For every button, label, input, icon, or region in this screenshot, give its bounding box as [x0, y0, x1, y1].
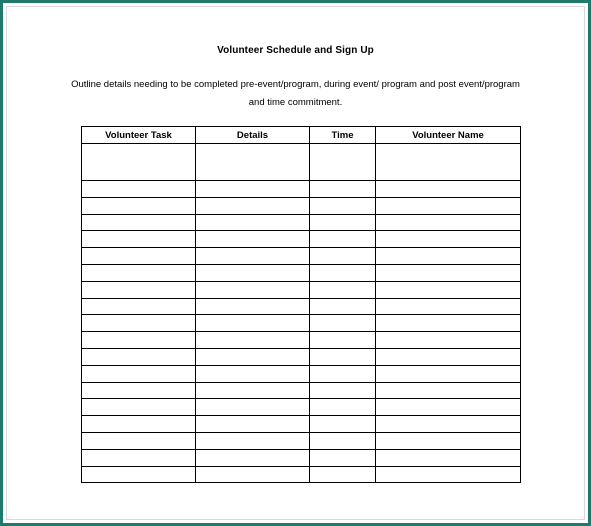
cell-details[interactable] — [196, 449, 310, 466]
cell-time[interactable] — [310, 432, 376, 449]
cell-volunteer-task[interactable] — [82, 348, 196, 365]
header-time: Time — [310, 127, 376, 144]
cell-time[interactable] — [310, 281, 376, 298]
cell-details[interactable] — [196, 214, 310, 231]
cell-volunteer-task[interactable] — [82, 281, 196, 298]
table-row — [82, 399, 521, 416]
cell-volunteer-name[interactable] — [376, 365, 521, 382]
cell-volunteer-name[interactable] — [376, 432, 521, 449]
cell-volunteer-task[interactable] — [82, 399, 196, 416]
table-row — [82, 432, 521, 449]
table-row — [82, 298, 521, 315]
cell-volunteer-name[interactable] — [376, 181, 521, 198]
table-row — [82, 348, 521, 365]
cell-time[interactable] — [310, 231, 376, 248]
table-row — [82, 315, 521, 332]
cell-volunteer-name[interactable] — [376, 281, 521, 298]
table-row — [82, 365, 521, 382]
cell-time[interactable] — [310, 365, 376, 382]
cell-time[interactable] — [310, 332, 376, 349]
table-row — [82, 281, 521, 298]
cell-details[interactable] — [196, 466, 310, 483]
cell-volunteer-name[interactable] — [376, 144, 521, 181]
table-row — [82, 214, 521, 231]
cell-volunteer-task[interactable] — [82, 449, 196, 466]
cell-time[interactable] — [310, 399, 376, 416]
cell-volunteer-task[interactable] — [82, 197, 196, 214]
cell-volunteer-task[interactable] — [82, 181, 196, 198]
cell-volunteer-name[interactable] — [376, 449, 521, 466]
cell-volunteer-name[interactable] — [376, 197, 521, 214]
cell-details[interactable] — [196, 432, 310, 449]
table-row — [82, 332, 521, 349]
cell-volunteer-task[interactable] — [82, 365, 196, 382]
document-description — [60, 76, 531, 112]
cell-time[interactable] — [310, 466, 376, 483]
table-row — [82, 144, 521, 181]
cell-details[interactable] — [196, 281, 310, 298]
cell-volunteer-task[interactable] — [82, 466, 196, 483]
cell-volunteer-task[interactable] — [82, 432, 196, 449]
cell-details[interactable] — [196, 197, 310, 214]
cell-volunteer-name[interactable] — [376, 348, 521, 365]
table-row — [82, 197, 521, 214]
cell-details[interactable] — [196, 416, 310, 433]
cell-volunteer-name[interactable] — [376, 298, 521, 315]
volunteer-signup-table — [81, 126, 521, 483]
header-volunteer-name: Volunteer Name — [376, 127, 521, 144]
table-row — [82, 231, 521, 248]
cell-details[interactable] — [196, 399, 310, 416]
cell-details[interactable] — [196, 298, 310, 315]
cell-volunteer-task[interactable] — [82, 144, 196, 181]
cell-time[interactable] — [310, 264, 376, 281]
cell-details[interactable] — [196, 144, 310, 181]
cell-details[interactable] — [196, 248, 310, 265]
cell-details[interactable] — [196, 365, 310, 382]
cell-volunteer-task[interactable] — [82, 416, 196, 433]
cell-volunteer-name[interactable] — [376, 264, 521, 281]
description-line-1: Outline details needing to be completed pre-event/program, during event/ program and post event/program — [71, 79, 520, 90]
cell-details[interactable] — [196, 231, 310, 248]
cell-volunteer-task[interactable] — [82, 248, 196, 265]
cell-volunteer-task[interactable] — [82, 315, 196, 332]
header-volunteer-task: Volunteer Task — [82, 127, 196, 144]
cell-volunteer-name[interactable] — [376, 315, 521, 332]
cell-details[interactable] — [196, 315, 310, 332]
cell-time[interactable] — [310, 315, 376, 332]
cell-time[interactable] — [310, 144, 376, 181]
cell-volunteer-task[interactable] — [82, 264, 196, 281]
cell-details[interactable] — [196, 181, 310, 198]
cell-volunteer-name[interactable] — [376, 399, 521, 416]
cell-time[interactable] — [310, 416, 376, 433]
header-details: Details — [196, 127, 310, 144]
cell-time[interactable] — [310, 214, 376, 231]
table-row — [82, 264, 521, 281]
cell-time[interactable] — [310, 181, 376, 198]
cell-volunteer-task[interactable] — [82, 332, 196, 349]
table-row — [82, 382, 521, 399]
table-body — [82, 144, 521, 483]
table-row — [82, 466, 521, 483]
cell-volunteer-name[interactable] — [376, 466, 521, 483]
cell-volunteer-name[interactable] — [376, 248, 521, 265]
cell-volunteer-task[interactable] — [82, 298, 196, 315]
table-row — [82, 416, 521, 433]
table-row — [82, 181, 521, 198]
cell-time[interactable] — [310, 449, 376, 466]
cell-volunteer-name[interactable] — [376, 332, 521, 349]
cell-volunteer-name[interactable] — [376, 214, 521, 231]
cell-volunteer-task[interactable] — [82, 231, 196, 248]
cell-details[interactable] — [196, 264, 310, 281]
cell-details[interactable] — [196, 348, 310, 365]
document-title: Volunteer Schedule and Sign Up — [217, 45, 374, 56]
cell-time[interactable] — [310, 248, 376, 265]
cell-volunteer-name[interactable] — [376, 231, 521, 248]
cell-volunteer-task[interactable] — [82, 382, 196, 399]
cell-time[interactable] — [310, 298, 376, 315]
description-line-2: and time commitment. — [248, 97, 343, 108]
cell-time[interactable] — [310, 382, 376, 399]
cell-time[interactable] — [310, 348, 376, 365]
cell-volunteer-name[interactable] — [376, 382, 521, 399]
table-row — [82, 248, 521, 265]
cell-details[interactable] — [196, 382, 310, 399]
cell-time[interactable] — [310, 197, 376, 214]
cell-volunteer-name[interactable] — [376, 416, 521, 433]
table-header-row — [82, 127, 521, 144]
table-row — [82, 449, 521, 466]
cell-volunteer-task[interactable] — [82, 214, 196, 231]
cell-details[interactable] — [196, 332, 310, 349]
